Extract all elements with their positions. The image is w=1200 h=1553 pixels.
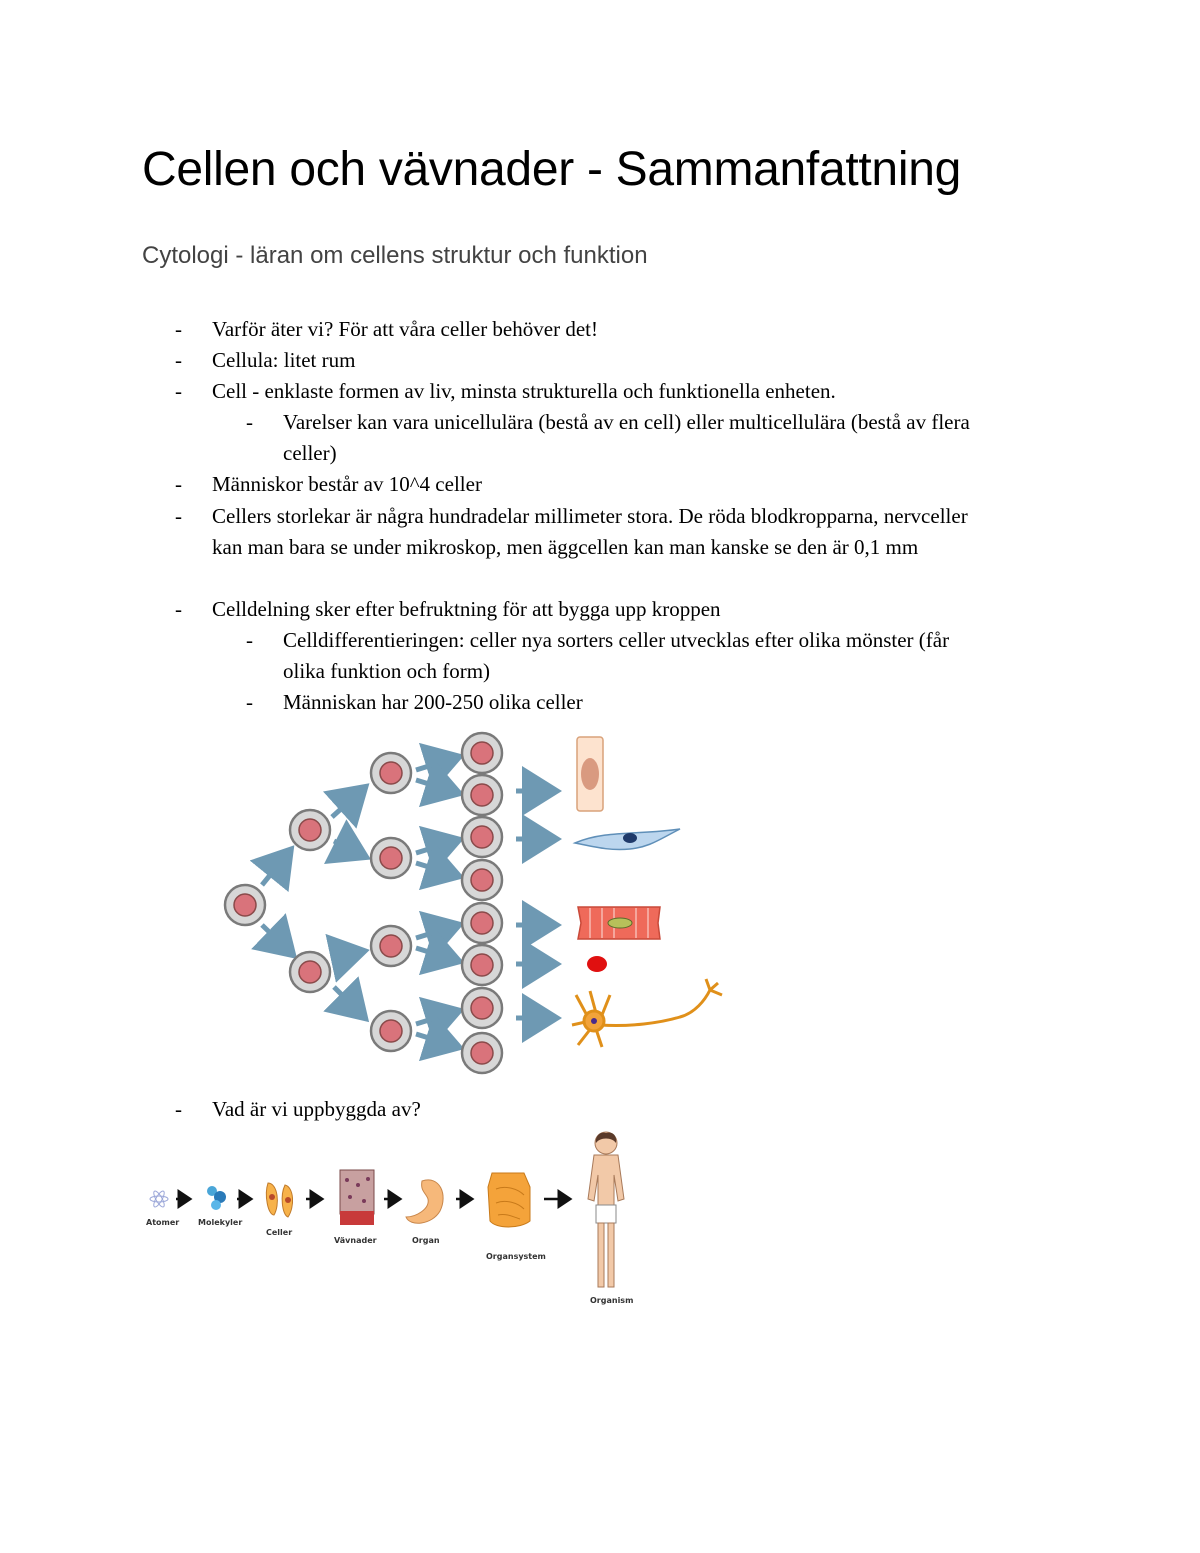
bullet-dash: - (246, 628, 253, 652)
list-item: Vad är vi uppbyggda av? (212, 1097, 421, 1121)
list-item-continuation: kan man bara se under mikroskop, men äggcellen kan man kanske se den är 0,1 mm (212, 535, 919, 559)
division-arrows (262, 758, 552, 1046)
biological-hierarchy-diagram (140, 1125, 660, 1310)
label-atomer: Atomer (146, 1218, 180, 1227)
cell-differentiation-diagram (210, 725, 730, 1085)
muscle-cell-icon (578, 907, 660, 939)
page-title: Cellen och vävnader - Sammanfattning (142, 143, 961, 196)
bullet-dash: - (175, 1097, 182, 1121)
bullet-dash: - (175, 597, 182, 621)
list-item: Cell - enklaste formen av liv, minsta strukturella och funktionella enheten. (212, 379, 836, 403)
tissue-icon (340, 1170, 374, 1225)
epithelial-cell-icon (577, 737, 603, 811)
list-item: Celldelning sker efter befruktning för att bygga upp kroppen (212, 597, 721, 621)
list-item-continuation: olika funktion och form) (283, 659, 491, 683)
label-vavnader: Vävnader (334, 1236, 377, 1245)
list-item: Varelser kan vara unicellulära (bestå av en cell) eller multicellulära (bestå av flera (283, 410, 970, 434)
list-item: Människan har 200-250 olika celler (283, 690, 583, 714)
molecule-icon (207, 1186, 226, 1210)
bullet-dash: - (246, 410, 253, 434)
label-molekyler: Molekyler (198, 1218, 243, 1227)
organ-icon (406, 1180, 443, 1223)
human-body-icon (588, 1132, 624, 1287)
bullet-dash: - (175, 348, 182, 372)
list-item: Varför äter vi? För att våra celler behöver det! (212, 317, 598, 341)
label-organsystem: Organsystem (486, 1252, 546, 1261)
label-organ: Organ (412, 1236, 440, 1245)
bullet-dash: - (175, 317, 182, 341)
stem-cells (225, 733, 502, 1073)
list-item-continuation: celler) (283, 441, 337, 465)
list-item: Människor består av 10^4 celler (212, 472, 482, 496)
fibroblast-cell-icon (575, 829, 680, 850)
red-blood-cell-icon (587, 956, 607, 972)
section-heading: Cytologi - läran om cellens struktur och funktion (142, 242, 648, 269)
bullet-dash: - (246, 690, 253, 714)
bullet-dash: - (175, 504, 182, 528)
atom-icon (150, 1190, 168, 1209)
list-item: Cellula: litet rum (212, 348, 356, 372)
bullet-dash: - (175, 379, 182, 403)
list-item: Celldifferentieringen: celler nya sorters celler utvecklas efter olika mönster (får (283, 628, 950, 652)
bullet-dash: - (175, 472, 182, 496)
list-item: Cellers storlekar är några hundradelar millimeter stora. De röda blodkropparna, nervceller (212, 504, 968, 528)
label-organism: Organism (590, 1296, 634, 1305)
cells-icon (266, 1183, 292, 1217)
label-celler: Celler (266, 1228, 293, 1237)
organ-system-icon (488, 1173, 530, 1227)
neuron-icon (572, 979, 722, 1047)
